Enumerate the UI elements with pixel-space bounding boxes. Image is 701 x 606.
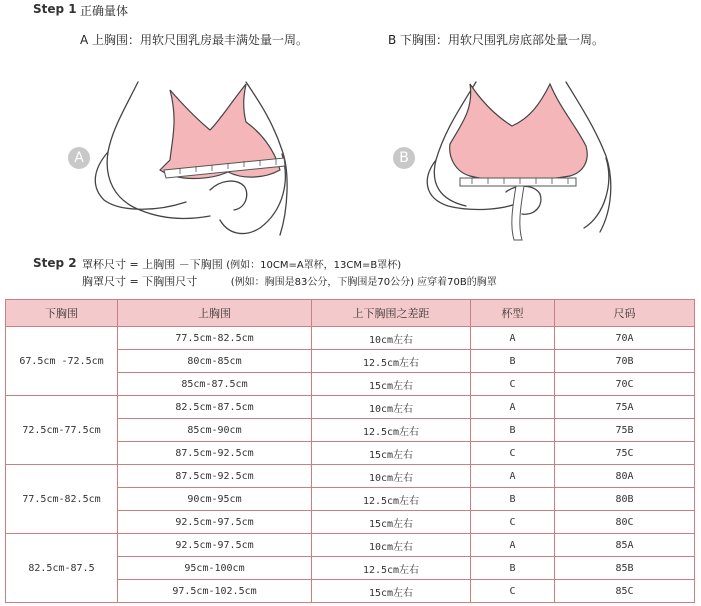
cell-cup: A bbox=[471, 327, 555, 350]
cell-upper: 92.5cm-97.5cm bbox=[118, 511, 312, 534]
cell-upper: 95cm-100cm bbox=[118, 557, 312, 580]
cell-diff: 10cm左右 bbox=[312, 465, 471, 488]
cell-cup: C bbox=[471, 373, 555, 396]
caption-a: A 上胸围：用软尺围乳房最丰满处量一周。 bbox=[80, 33, 309, 47]
cell-size: 80B bbox=[555, 488, 695, 511]
cell-upper: 87.5cm-92.5cm bbox=[118, 442, 312, 465]
cell-upper: 90cm-95cm bbox=[118, 488, 312, 511]
cell-cup: B bbox=[471, 419, 555, 442]
cell-diff: 12.5cm左右 bbox=[312, 488, 471, 511]
size-table bbox=[5, 299, 695, 603]
table-row bbox=[6, 396, 695, 419]
formula-band bbox=[82, 273, 497, 289]
cell-size: 70B bbox=[555, 350, 695, 373]
cell-diff: 12.5cm左右 bbox=[312, 419, 471, 442]
step1-title: 正确量体 bbox=[80, 4, 129, 18]
cell-cup: B bbox=[471, 350, 555, 373]
cell-diff: 10cm左右 bbox=[312, 534, 471, 557]
formula-band-example: (例如：胸围是83公分，下胸围是70公分) 应穿着70B的胸罩 bbox=[230, 277, 497, 288]
cell-upper: 77.5cm-82.5cm bbox=[118, 327, 312, 350]
cell-cup: A bbox=[471, 465, 555, 488]
header-cup: 杯型 bbox=[471, 300, 555, 327]
cell-upper: 82.5cm-87.5cm bbox=[118, 396, 312, 419]
under-bust-range: 67.5cm -72.5cm bbox=[6, 327, 118, 396]
under-bust-range: 82.5cm-87.5 bbox=[6, 534, 118, 603]
cell-upper: 85cm-90cm bbox=[118, 419, 312, 442]
formula-cup-example: (例如：10CM=A罩杯，13CM=B罩杯) bbox=[226, 260, 402, 271]
illustration-under-bust bbox=[400, 60, 660, 245]
badge-b: B bbox=[393, 147, 415, 169]
cell-upper: 85cm-87.5cm bbox=[118, 373, 312, 396]
table-row bbox=[6, 534, 695, 557]
header-upper-bust: 上胸围 bbox=[118, 300, 312, 327]
cell-size: 85A bbox=[555, 534, 695, 557]
cell-size: 85C bbox=[555, 580, 695, 603]
table-row bbox=[6, 327, 695, 350]
cell-diff: 12.5cm左右 bbox=[312, 557, 471, 580]
cell-upper: 87.5cm-92.5cm bbox=[118, 465, 312, 488]
badge-a: A bbox=[68, 147, 90, 169]
cell-upper: 97.5cm-102.5cm bbox=[118, 580, 312, 603]
table-header-row bbox=[6, 300, 695, 327]
cell-size: 75C bbox=[555, 442, 695, 465]
header-difference: 上下胸围之差距 bbox=[312, 300, 471, 327]
cell-cup: A bbox=[471, 534, 555, 557]
hand bbox=[210, 181, 247, 210]
cell-size: 75B bbox=[555, 419, 695, 442]
cell-cup: B bbox=[471, 488, 555, 511]
measuring-tape-lower bbox=[460, 178, 576, 186]
cell-diff: 15cm左右 bbox=[312, 580, 471, 603]
cell-size: 85B bbox=[555, 557, 695, 580]
step1-label: Step 1 bbox=[33, 2, 77, 16]
header-under-bust: 下胸围 bbox=[6, 300, 118, 327]
arm-right bbox=[584, 158, 609, 228]
under-bust-range: 72.5cm-77.5cm bbox=[6, 396, 118, 465]
cell-size: 70A bbox=[555, 327, 695, 350]
formula-band-main: 胸罩尺寸 = 下胸围尺寸 bbox=[82, 275, 198, 288]
formula-cup-main: 罩杯尺寸 = 上胸围 －下胸围 bbox=[82, 258, 223, 271]
cell-size: 75A bbox=[555, 396, 695, 419]
cell-cup: C bbox=[471, 511, 555, 534]
illustration-upper-bust bbox=[60, 60, 320, 245]
step2-label: Step 2 bbox=[33, 256, 77, 270]
cell-upper: 92.5cm-97.5cm bbox=[118, 534, 312, 557]
cell-size: 70C bbox=[555, 373, 695, 396]
cell-diff: 10cm左右 bbox=[312, 396, 471, 419]
cell-diff: 15cm左右 bbox=[312, 373, 471, 396]
caption-b: B 下胸围：用软尺围乳房底部处量一周。 bbox=[388, 33, 605, 47]
measuring-tape-tail bbox=[512, 186, 524, 240]
cell-diff: 12.5cm左右 bbox=[312, 350, 471, 373]
cell-cup: C bbox=[471, 442, 555, 465]
cell-cup: C bbox=[471, 580, 555, 603]
bra-shape bbox=[450, 84, 588, 181]
cell-size: 80A bbox=[555, 465, 695, 488]
cell-diff: 10cm左右 bbox=[312, 327, 471, 350]
cell-size: 80C bbox=[555, 511, 695, 534]
under-bust-range: 77.5cm-82.5cm bbox=[6, 465, 118, 534]
header-size: 尺码 bbox=[555, 300, 695, 327]
cell-diff: 15cm左右 bbox=[312, 442, 471, 465]
cell-cup: A bbox=[471, 396, 555, 419]
cell-cup: B bbox=[471, 557, 555, 580]
cell-diff: 15cm左右 bbox=[312, 511, 471, 534]
table-row bbox=[6, 465, 695, 488]
formula-cup bbox=[82, 256, 401, 272]
cell-upper: 80cm-85cm bbox=[118, 350, 312, 373]
